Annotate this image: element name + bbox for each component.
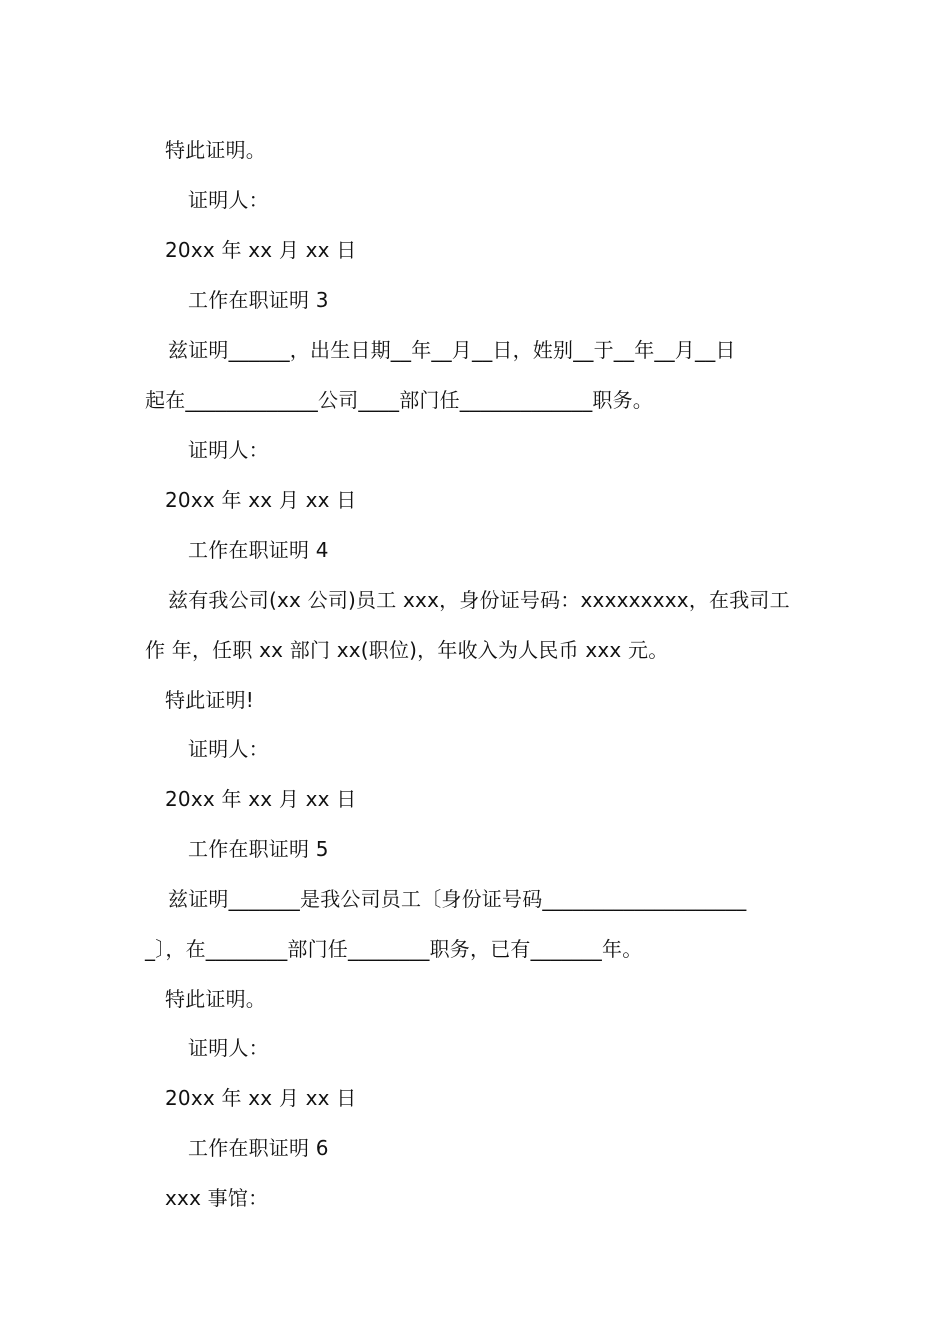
closing-text: 特此证明! — [165, 688, 255, 712]
section-heading-4: 工作在职证明 4 — [188, 538, 329, 562]
body-paragraph-line: 起在_____________公司____部门任_____________职务。 — [145, 388, 653, 412]
date-line: 20xx 年 xx 月 xx 日 — [165, 787, 357, 811]
certifier-label: 证明人： — [188, 737, 269, 761]
closing-text: 特此证明。 — [165, 987, 266, 1011]
certifier-label: 证明人： — [188, 438, 269, 462]
date-line: 20xx 年 xx 月 xx 日 — [165, 1086, 357, 1110]
section-heading-3: 工作在职证明 3 — [188, 288, 329, 312]
section-heading-5: 工作在职证明 5 — [188, 837, 329, 861]
body-paragraph-line: 兹有我公司(xx 公司)员工 xxx，身份证号码：xxxxxxxxx，在我司工 — [168, 588, 790, 612]
body-paragraph-line: _〕，在________部门任________职务，已有_______年。 — [145, 937, 643, 961]
section-heading-6: 工作在职证明 6 — [188, 1136, 329, 1160]
closing-text: 特此证明。 — [165, 138, 266, 162]
salutation: xxx 事馆： — [165, 1186, 269, 1210]
certifier-label: 证明人： — [188, 1036, 269, 1060]
date-line: 20xx 年 xx 月 xx 日 — [165, 238, 357, 262]
date-line: 20xx 年 xx 月 xx 日 — [165, 488, 357, 512]
body-paragraph-line: 兹证明_______是我公司员工〔身份证号码____________________ — [168, 887, 747, 911]
body-paragraph-line: 作 年，任职 xx 部门 xx(职位)，年收入为人民币 xxx 元。 — [145, 638, 669, 662]
body-paragraph-line: 兹证明______，出生日期__年__月__日，姓别__于__年__月__日 — [168, 338, 736, 362]
certifier-label: 证明人： — [188, 188, 269, 212]
